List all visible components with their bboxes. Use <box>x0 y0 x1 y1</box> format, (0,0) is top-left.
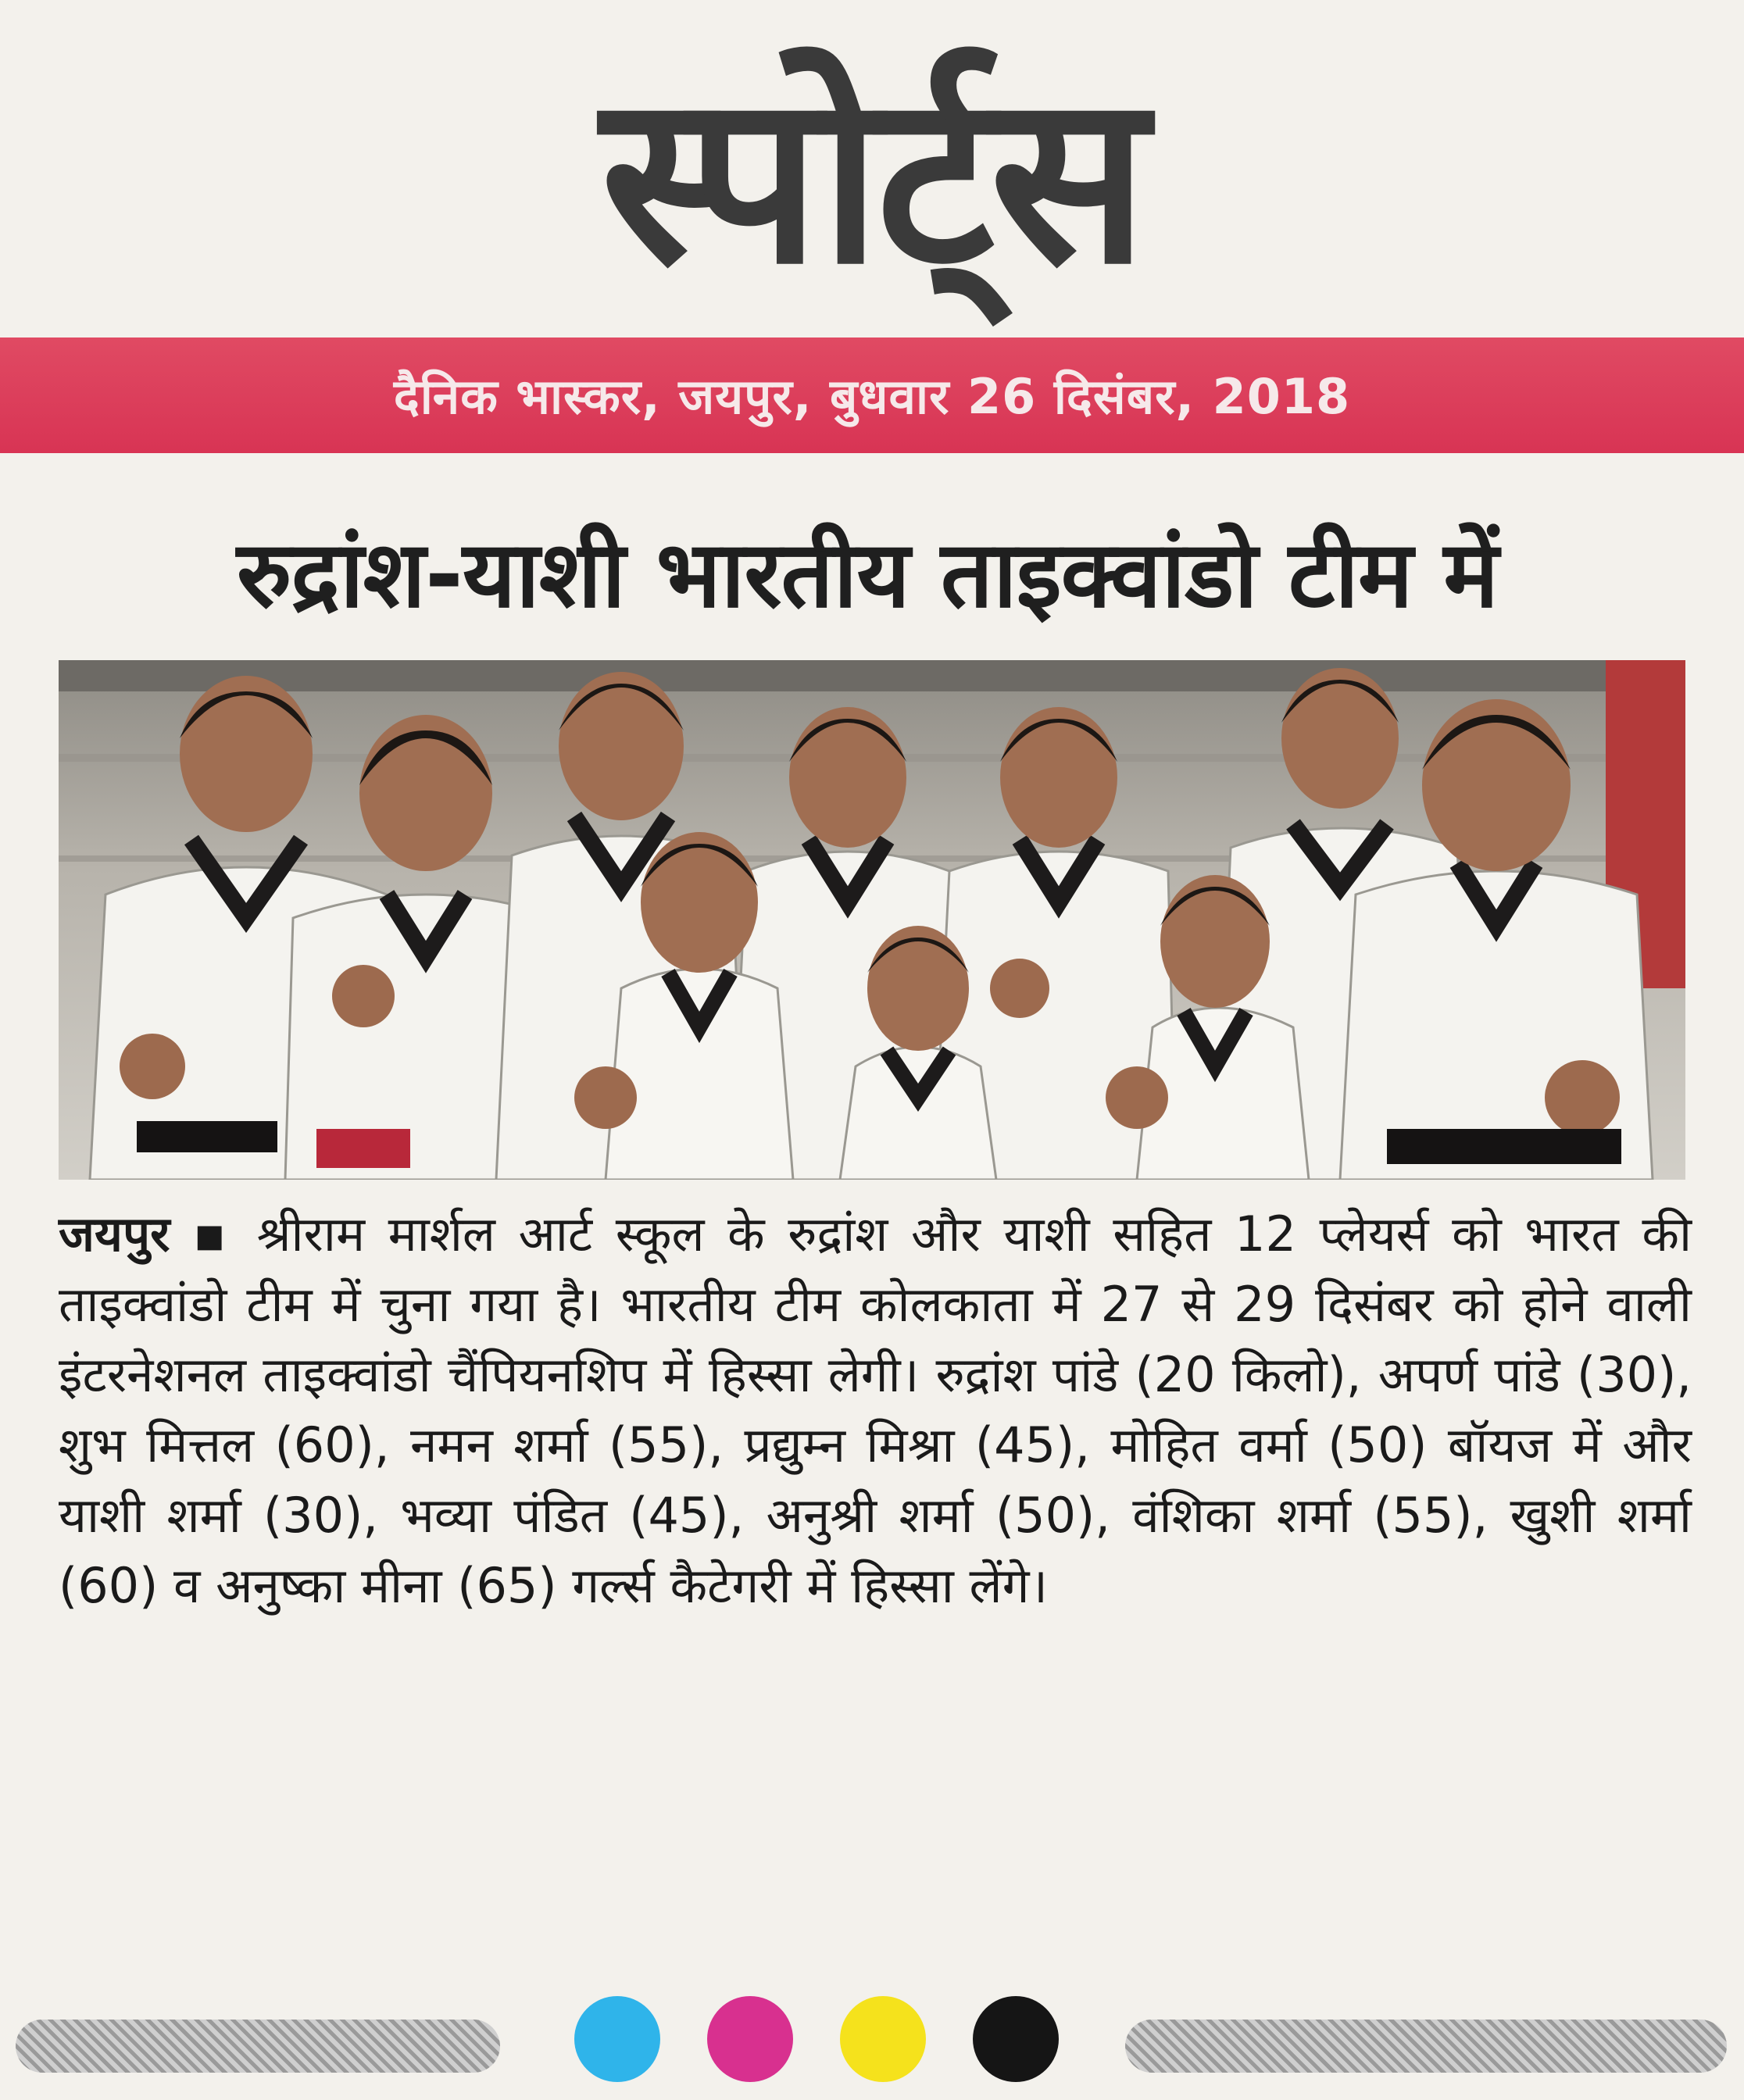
publication-dateline: दैनिक भास्कर, जयपुर, बुधवार 26 दिसंबर, 2018 <box>393 368 1351 425</box>
article-body <box>59 1199 1692 1902</box>
article-text: श्रीराम मार्शल आर्ट स्कूल के रुद्रांश और याशी सहित 12 प्लेयर्स को भारत की ताइक्वांडो टीम में चुना गया है। भारतीय टीम कोलकाता में 27 से 29 दिसंबर को होने वाली इंटरनेशनल ताइक्वांडो चैंपियनशिप में हिस्सा लेगी। रुद्रांश पांडे (20 किलो), अपर्ण पांडे (30), शुभ मित्तल (60), नमन शर्मा (55), प्रद्युम्न मिश्रा (45), मोहित वर्मा (50) बॉयज में और याशी शर्मा (30), भव्या पंडित (45), अनुश्री शर्मा (50), वंशिका शर्मा (55), खुशी शर्मा (60) व अनुष्का मीना (65) गर्ल्स कैटेगरी में हिस्सा लेंगे। <box>59 1205 1692 1614</box>
registration-dot-yellow <box>840 1996 926 2082</box>
registration-dot-black <box>973 1996 1059 2082</box>
masthead-band <box>0 338 1744 453</box>
article-dateline: जयपुर <box>59 1205 170 1262</box>
print-registration-marks <box>0 1988 1744 2074</box>
registration-dot-magenta <box>707 1996 793 2082</box>
registration-dot-cyan <box>574 1996 660 2082</box>
team-photo <box>59 660 1685 1180</box>
dateline-bullet: ▪ <box>170 1205 257 1262</box>
article-headline: रुद्रांश-याशी भारतीय ताइक्वांडो टीम में <box>236 520 1499 628</box>
registration-bar-left <box>16 2020 500 2073</box>
registration-bar-right <box>1125 2020 1727 2073</box>
team-photo-illustration <box>59 660 1685 1180</box>
section-title: स्पोर्ट्स <box>600 43 1144 316</box>
